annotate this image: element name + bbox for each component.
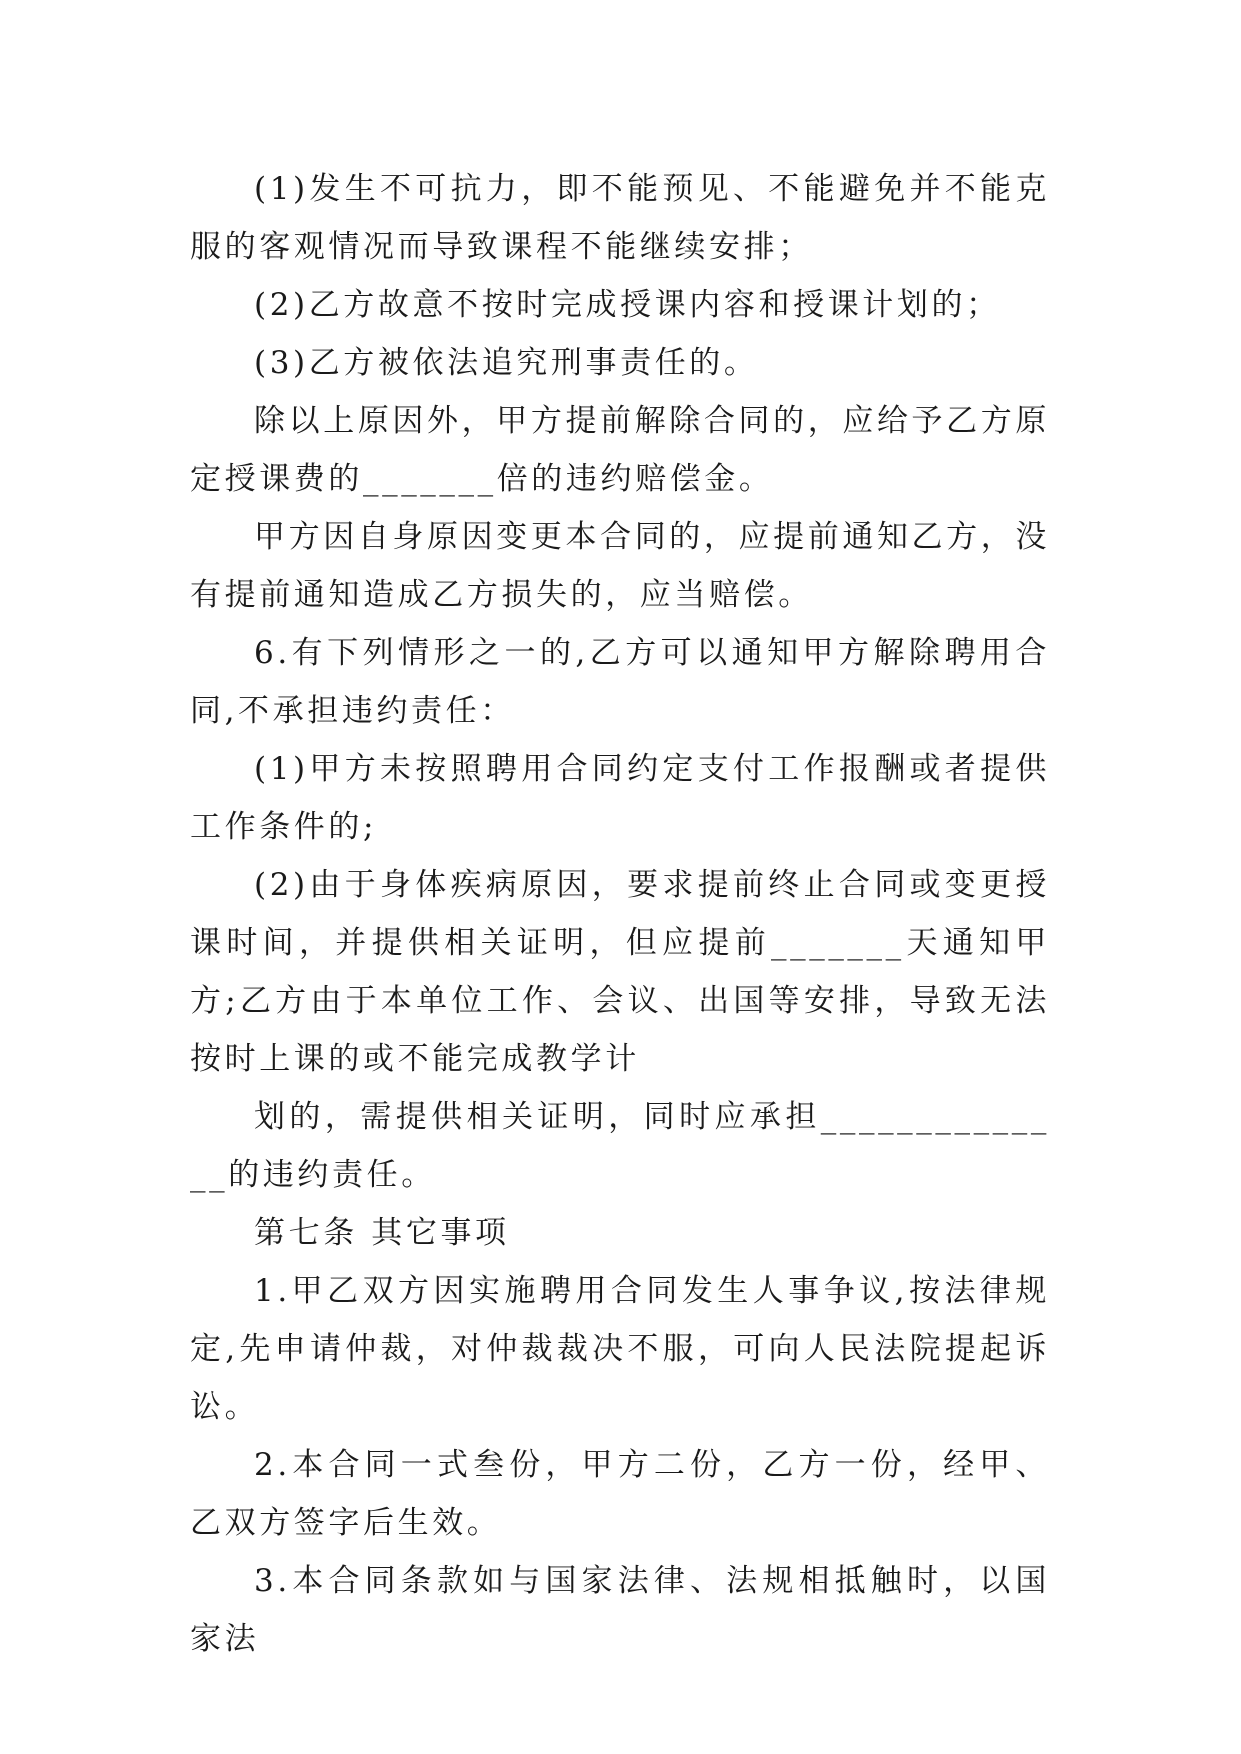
- clause-paragraph: (1)甲方未按照聘用合同约定支付工作报酬或者提供工作条件的;: [190, 751, 1050, 845]
- clause-paragraph: (2)由于身体疾病原因，要求提前终止合同或变更授课时间，并提供相关证明，但应提前_______天通知甲方;乙方由于本单位工作、会议、出国等安排，导致无法按时上课的或不能完成教学计: [190, 867, 1050, 1077]
- clause-paragraph: 1.甲乙双方因实施聘用合同发生人事争议,按法律规定,先申请仲裁，对仲裁裁决不服，可向人民法院提起诉讼。: [190, 1273, 1050, 1425]
- clause-paragraph: 划的，需提供相关证明，同时应承担______________的违约责任。: [190, 1099, 1050, 1193]
- clause-paragraph: (1)发生不可抗力，即不能预见、不能避免并不能克服的客观情况而导致课程不能继续安排；: [190, 171, 1050, 265]
- clause-paragraph: (3)乙方被依法追究刑事责任的。: [254, 345, 759, 381]
- section-heading: 第七条 其它事项: [254, 1215, 510, 1251]
- clause-paragraph: 6.有下列情形之一的,乙方可以通知甲方解除聘用合同,不承担违约责任：: [190, 635, 1050, 729]
- clause-paragraph: 2.本合同一式叁份，甲方二份，乙方一份，经甲、乙双方签字后生效。: [190, 1447, 1050, 1541]
- clause-paragraph: 甲方因自身原因变更本合同的，应提前通知乙方，没有提前通知造成乙方损失的，应当赔偿。: [190, 519, 1050, 613]
- clause-paragraph: 3.本合同条款如与国家法律、法规相抵触时，以国家法: [190, 1563, 1050, 1657]
- clause-paragraph: (2)乙方故意不按时完成授课内容和授课计划的；: [254, 287, 1001, 323]
- document-body: [190, 160, 1050, 1668]
- clause-paragraph: 除以上原因外，甲方提前解除合同的，应给予乙方原定授课费的_______倍的违约赔偿金。: [190, 403, 1050, 497]
